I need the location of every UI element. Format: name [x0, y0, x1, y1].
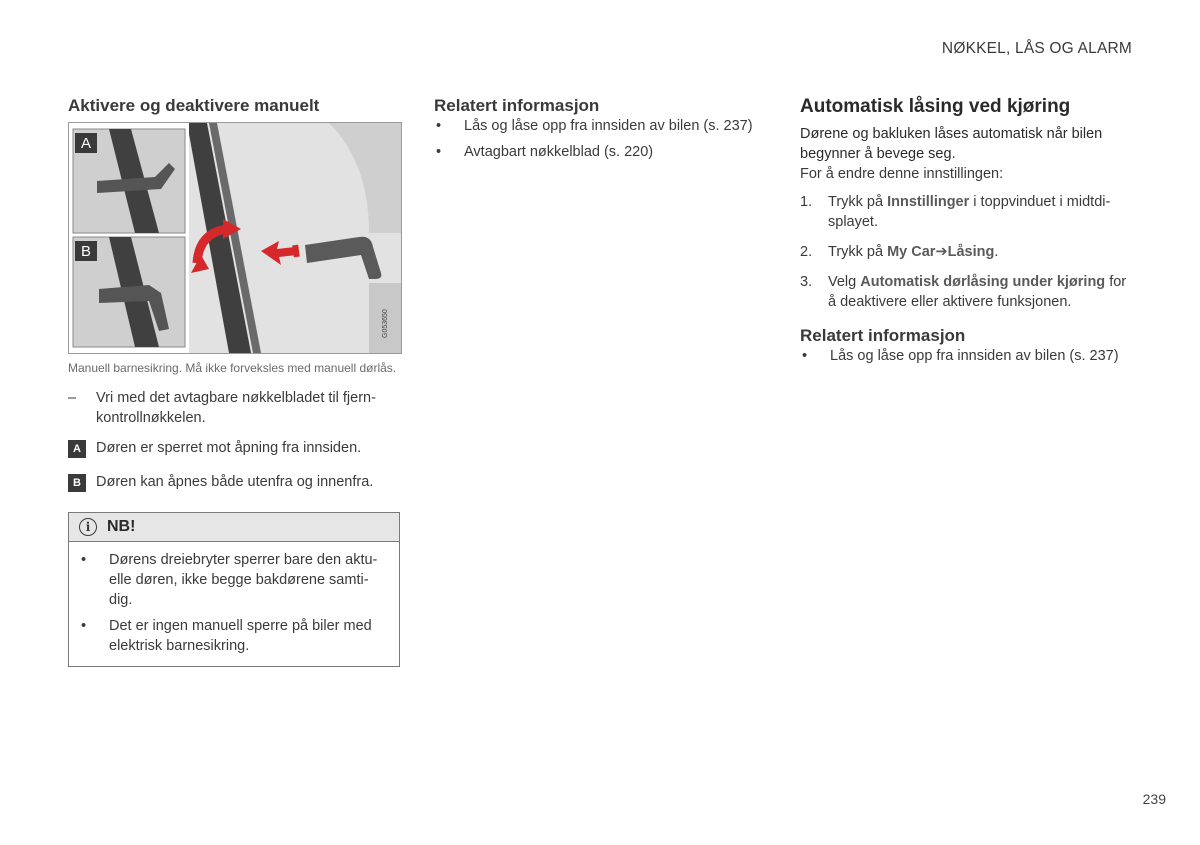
state-b-text: Døren kan åpnes både utenfra og innenfra.: [96, 474, 374, 490]
step-number: 2.: [800, 244, 813, 260]
ui-label-my-car: My Car: [887, 244, 936, 260]
step-text: [828, 272, 1132, 312]
state-a-item: [68, 438, 400, 458]
info-icon: i: [79, 518, 97, 536]
bullet-marker: •: [81, 618, 87, 634]
step-text: Vri med det avtagbare nøkkelbladet til fjern-kontrollnøkkelen.: [96, 390, 376, 426]
figure-code: G053650: [382, 309, 389, 338]
note-body: [69, 542, 399, 666]
column-related-info: [434, 96, 774, 168]
door-illustration: [69, 123, 401, 353]
step-number: 3.: [800, 274, 813, 290]
related-link[interactable]: [434, 142, 774, 162]
figure-label-a: A: [80, 135, 92, 152]
step-text-post: .: [994, 244, 999, 260]
step-text: [828, 192, 1132, 232]
section-heading-manual: Aktivere og deaktivere manuelt: [68, 96, 320, 115]
ui-label-locking: Låsing: [947, 244, 995, 260]
related-link[interactable]: [800, 346, 1132, 366]
column-auto-lock: [800, 96, 1132, 372]
step-text-pre: Trykk på: [828, 244, 888, 260]
step-text: [828, 242, 998, 262]
label-b-badge: B: [68, 474, 86, 492]
step-number: 1.: [800, 194, 813, 210]
step-text-pre: Velg: [828, 274, 861, 290]
settings-step-1: [800, 192, 1132, 232]
section-header: NØKKEL, LÅS OG ALARM: [941, 40, 1132, 57]
step-text-post: i toppvinduet i midtdi-splayet.: [828, 194, 1111, 230]
bullet-marker: •: [436, 118, 442, 134]
note-item: [79, 550, 389, 610]
related-info-heading: Relatert informasjon: [800, 326, 966, 345]
instruction-step: [68, 388, 400, 428]
bullet-marker: •: [436, 144, 442, 160]
related-link[interactable]: [434, 116, 774, 136]
related-info-heading: Relatert informasjon: [434, 96, 600, 115]
column-manual-lock: [68, 96, 400, 667]
bullet-marker: •: [802, 348, 808, 364]
note-header: [69, 513, 399, 542]
related-link-text: Lås og låse opp fra innsiden av bilen (s. 237): [464, 118, 753, 134]
intro-paragraph: For å endre denne innstillingen:: [800, 166, 1004, 182]
note-item-text: Dørens dreiebryter sperrer bare den aktu-elle døren, ikke begge bakdørene samti-dig.: [109, 552, 378, 608]
ui-label-innstillinger: Innstillinger: [887, 194, 970, 210]
section-title-auto-lock: Automatisk låsing ved kjøring: [800, 96, 1071, 117]
note-box: [68, 512, 400, 667]
state-b-item: [68, 472, 400, 492]
state-a-text: Døren er sperret mot åpning fra innsiden.: [96, 440, 362, 456]
lead-paragraph: Dørene og bakluken låses automatisk når bilen begynner å bevege seg.: [800, 126, 1103, 162]
arrow-right-icon: ➔: [935, 244, 948, 260]
step-text-pre: Trykk på: [828, 194, 888, 210]
step-marker: –: [68, 390, 77, 406]
note-item-text: Det er ingen manuell sperre på biler med elektrisk barnesikring.: [109, 618, 372, 654]
step-text-post: for å deaktivere eller aktivere funksjonen.: [828, 274, 1127, 310]
figure-label-b: B: [80, 243, 92, 260]
page-number: 239: [1142, 791, 1166, 807]
settings-step-2: [800, 242, 1132, 262]
related-link-text: Lås og låse opp fra innsiden av bilen (s. 237): [830, 348, 1119, 364]
figure-caption: Manuell barnesikring. Må ikke forveksles med manuell dørlås.: [68, 361, 397, 375]
related-link-text: Avtagbart nøkkelblad (s. 220): [464, 144, 654, 160]
child-lock-illustration: [68, 122, 402, 354]
settings-steps: [800, 192, 1132, 312]
note-item: [79, 616, 389, 656]
ui-label-auto-door-lock: Automatisk dørlåsing under kjøring: [860, 274, 1106, 290]
settings-step-3: [800, 272, 1132, 312]
label-a-badge: A: [68, 440, 86, 458]
bullet-marker: •: [81, 552, 87, 568]
note-title: NB!: [107, 518, 136, 535]
